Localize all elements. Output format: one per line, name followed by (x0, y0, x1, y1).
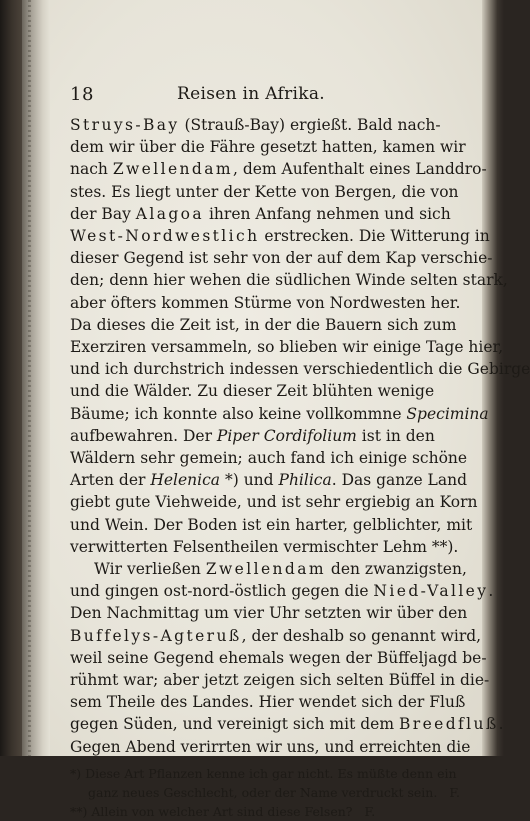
latin-term: Philica (278, 471, 332, 490)
text-run: Bäume; ich konnte also keine vollkommne (70, 404, 407, 423)
text-run: (Strauß-Bay) ergießt. Bald nach- (179, 116, 441, 134)
text-line (70, 580, 494, 602)
text-run: und Wein. Der Boden ist ein harter, gelblichter, mit (70, 515, 473, 534)
text-line (70, 181, 459, 203)
spaced-name: Buffelys-Agteruß (70, 626, 242, 645)
text-run: , der deshalb so genannt wird, (241, 626, 482, 645)
spaced-name: West-Nordwestlich (70, 227, 260, 246)
spaced-name: Struys-Bay (70, 116, 180, 134)
footnote-text: ganz neues Geschlecht, oder der Name verdruckt sein. (88, 784, 438, 800)
text-line (70, 647, 487, 669)
text-run: rühmt war; aber jetzt zeigen sich selten Büffel in die- (70, 671, 490, 690)
text-line (70, 358, 530, 380)
spaced-name: Zwellendam (205, 560, 326, 579)
text-line (70, 225, 490, 247)
footnote-line (70, 764, 457, 783)
page-header (70, 84, 432, 112)
text-run: ihren Anfang nehmen und sich (204, 204, 451, 223)
book-gutter (22, 0, 50, 756)
latin-term: Helenica (150, 471, 221, 490)
footnote-line (70, 783, 461, 802)
text-run: und gingen ost-nord-östlich gegen die (70, 582, 374, 601)
text-block (70, 84, 530, 821)
text-line (70, 292, 461, 314)
latin-term: Piper Cordifolium (216, 426, 357, 445)
text-run: dem wir über die Fähre gesetzt hatten, kamen wir (70, 138, 466, 157)
text-run: ist in den (356, 426, 435, 445)
text-run: *) und (220, 471, 279, 490)
text-run: verwitterten Felsentheilen vermischter Lehm **). (70, 537, 459, 556)
text-line (70, 425, 435, 447)
footnote-text: *) Diese Art Pflanzen kenne ich gar nicht. Es müßte denn ein (70, 765, 457, 781)
spaced-name: Alagoa (135, 204, 205, 223)
text-run: Wäldern sehr gemein; auch fand ich einige schöne (70, 449, 468, 468)
text-run: dieser Gegend ist sehr von der auf dem Kap verschie- (70, 249, 493, 268)
text-line (70, 491, 478, 513)
footnote-line (70, 802, 432, 821)
text-line (70, 158, 487, 180)
text-line (70, 536, 459, 558)
text-run: Den Nachmittag um vier Uhr setzten wir über den (70, 604, 468, 623)
text-run: nach (70, 160, 113, 179)
text-line (70, 114, 441, 136)
text-run: der Bay (70, 204, 136, 223)
text-run: erstrecken. Die Witterung in (259, 227, 490, 246)
text-line (70, 514, 473, 536)
text-line (70, 558, 467, 580)
spaced-name: Zwellendam (112, 160, 233, 179)
text-line (70, 602, 468, 624)
book-cover-edge (0, 0, 22, 756)
text-run: stes. Es liegt unter der Kette von Bergen, die von (70, 182, 459, 201)
text-line (70, 736, 471, 758)
text-line (70, 314, 457, 336)
footnote-signature: F. (449, 784, 461, 800)
text-run: aufbewahren. Der (70, 426, 217, 445)
text-run: giebt gute Viehweide, und ist sehr ergiebig an Korn (70, 493, 478, 512)
spaced-name: Breedfluß (398, 715, 499, 734)
text-run: Gegen Abend verirrten wir uns, und erreichten die (70, 737, 471, 756)
text-line (70, 469, 467, 491)
footnote-signature: F. (364, 803, 376, 819)
text-run: sem Theile des Landes. Hier wendet sich der Fluß (70, 693, 466, 712)
text-run: , dem Aufenthalt eines Landdro- (232, 160, 487, 179)
text-run: Da dieses die Zeit ist, in der die Bauern sich zum (70, 315, 457, 334)
text-run: gegen Süden, und vereinigt sich mit dem (70, 715, 399, 734)
spaced-name: Nied-Valley (373, 582, 489, 601)
body-text (70, 114, 530, 758)
text-run: und ich durchstrich indessen verschiedentlich die Gebirge (70, 360, 530, 379)
latin-term: Specimina (406, 404, 489, 423)
text-run: weil seine Gegend ehemals wegen der Büffeljagd be- (70, 648, 487, 667)
running-head: Reisen in Afrika. (177, 84, 325, 104)
text-line (70, 669, 490, 691)
text-run: . Das ganze Land (331, 471, 467, 490)
text-run: . (498, 715, 504, 734)
text-line (70, 447, 468, 469)
footnote-text: **) Allein von welcher Art sind diese Felsen? (70, 803, 353, 819)
text-line (70, 136, 466, 158)
text-line (70, 691, 466, 713)
text-line (70, 336, 504, 358)
text-run: Arten der (70, 471, 151, 490)
text-run: und die Wälder. Zu dieser Zeit blühten wenige (70, 382, 435, 401)
text-line (70, 247, 493, 269)
text-run: Exerziren versammeln, so blieben wir einige Tage hier, (70, 338, 504, 357)
text-run: . (488, 582, 494, 601)
footnotes (70, 764, 461, 821)
text-line (70, 403, 489, 425)
text-run: den; denn hier wehen die südlichen Winde selten stark, (70, 271, 508, 290)
text-line (70, 380, 435, 402)
text-line (70, 269, 508, 291)
text-run: aber öfters kommen Stürme von Nordwesten her. (70, 293, 461, 312)
page-number: 18 (70, 84, 94, 105)
text-run: Wir verließen (94, 560, 206, 579)
text-line (70, 625, 482, 647)
text-line (70, 203, 451, 225)
text-run: den zwanzigsten, (325, 560, 467, 579)
text-line (70, 713, 504, 735)
